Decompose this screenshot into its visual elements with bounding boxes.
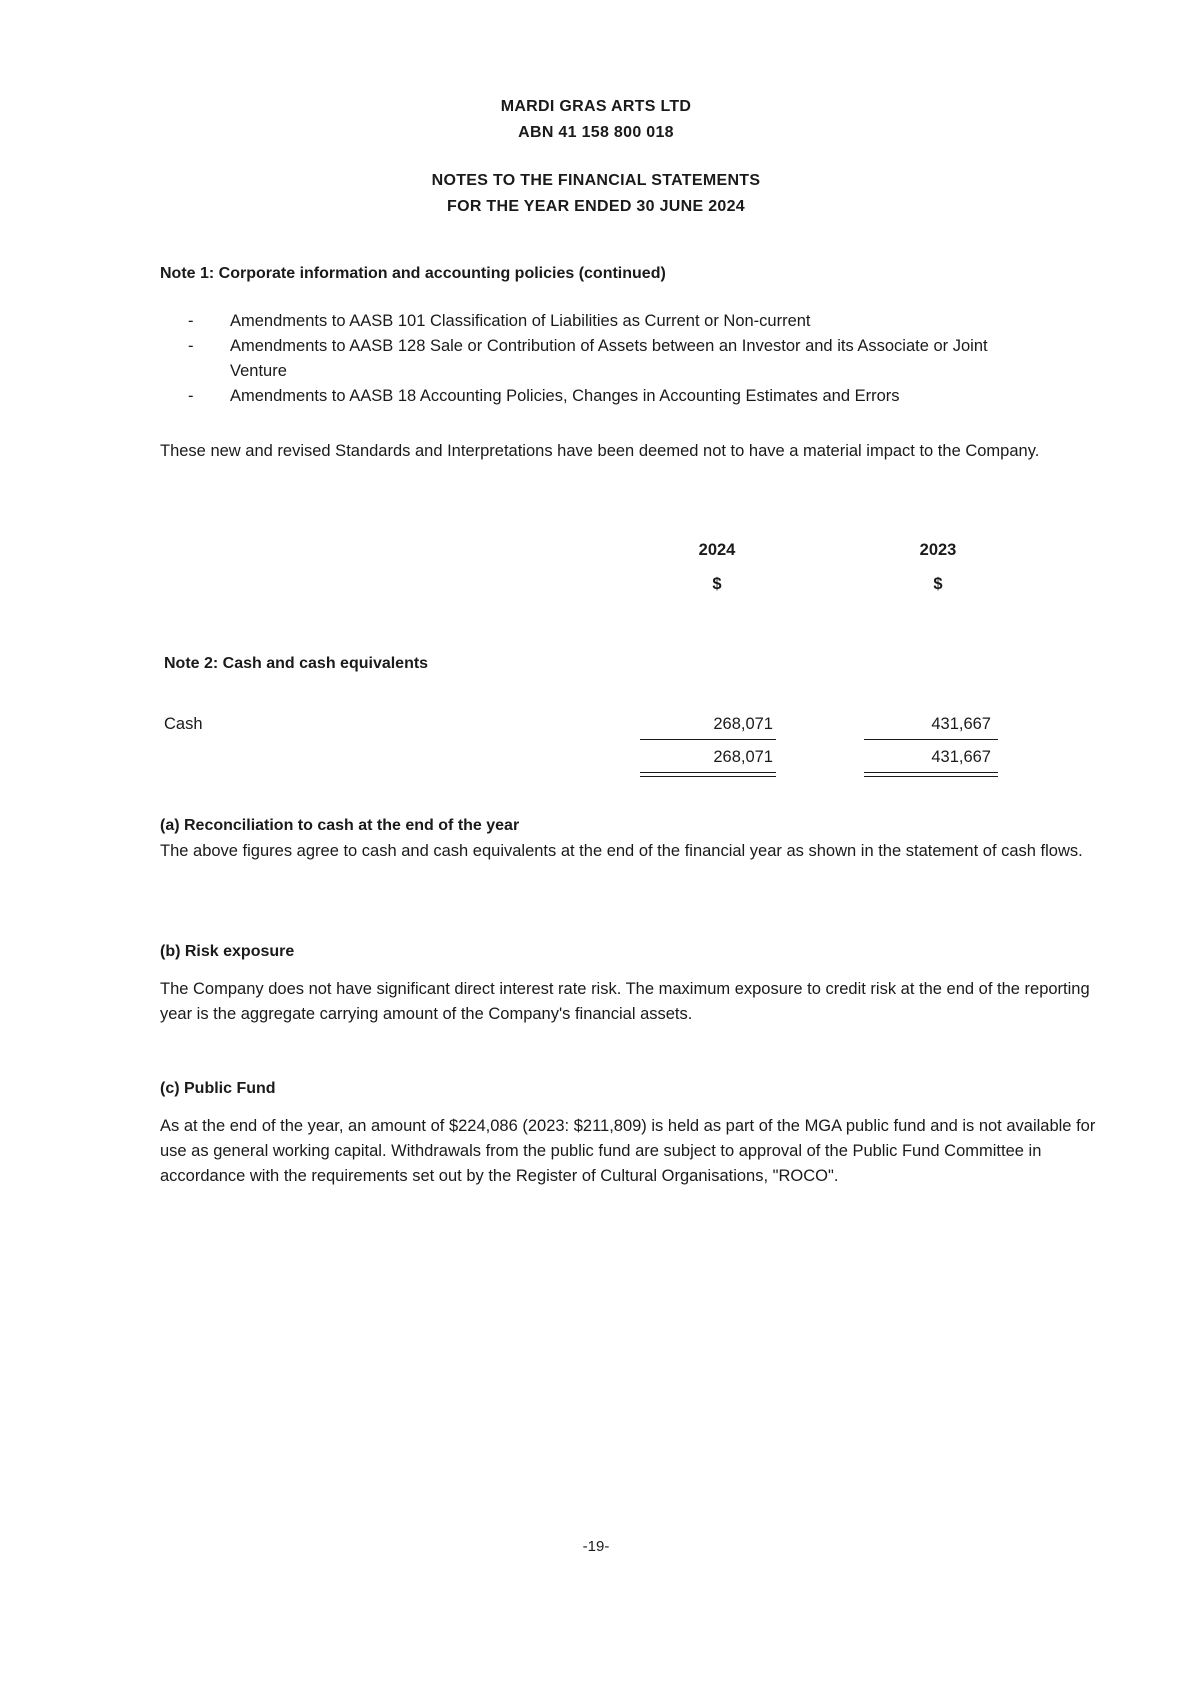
bullet-text: Amendments to AASB 18 Accounting Policies, Changes in Accounting Estimates and Errors <box>230 387 900 405</box>
note1-paragraph: These new and revised Standards and Interpretations have been deemed not to have a material impact to the Company. <box>160 442 1040 460</box>
column-header-2024: 2024 <box>698 541 736 559</box>
total-value-2024: 268,071 <box>713 748 773 766</box>
page-number: -19- <box>582 1538 610 1555</box>
currency-2023: $ <box>933 575 943 593</box>
bullet-dash: - <box>188 312 194 330</box>
section-c-text: As at the end of the year, an amount of $224,086 (2023: $211,809) is held as part of the MGA public fund and is not available for use as general working capital. Withdrawals from the public fund are subject to approval of the Public Fund Committee in accordance with the requirements set out by the Register of Cultural Organisations, "ROCO". <box>160 1117 1096 1185</box>
note2-heading: Note 2: Cash and cash equivalents <box>164 655 429 672</box>
company-abn: ABN 41 158 800 018 <box>518 124 674 141</box>
total-double-rule-2024-a <box>640 772 776 773</box>
bullet-dash: - <box>188 337 194 355</box>
column-header-2023: 2023 <box>919 541 957 559</box>
cash-value-2024: 268,071 <box>713 715 773 733</box>
document-period: FOR THE YEAR ENDED 30 JUNE 2024 <box>447 198 745 215</box>
bullet-text: Amendments to AASB 128 Sale or Contribution of Assets between an Investor and its Associate or Joint Venture <box>230 337 988 380</box>
bullet-dash: - <box>188 387 194 405</box>
company-name: MARDI GRAS ARTS LTD <box>500 98 692 115</box>
section-b-text: The Company does not have significant direct interest rate risk. The maximum exposure to credit risk at the end of the reporting year is the aggregate carrying amount of the Company's financial assets. <box>160 980 1090 1023</box>
total-double-rule-2023-a <box>864 772 998 773</box>
currency-2024: $ <box>712 575 722 593</box>
subtotal-rule-2024 <box>640 739 776 740</box>
section-c-heading: (c) Public Fund <box>160 1080 276 1097</box>
cash-row-label: Cash <box>164 715 203 733</box>
section-a-heading: (a) Reconciliation to cash at the end of the year <box>160 817 520 834</box>
document-title: NOTES TO THE FINANCIAL STATEMENTS <box>431 172 761 189</box>
total-value-2023: 431,667 <box>931 748 991 766</box>
total-double-rule-2024-b <box>640 776 776 777</box>
cash-value-2023: 431,667 <box>931 715 991 733</box>
subtotal-rule-2023 <box>864 739 998 740</box>
note1-heading: Note 1: Corporate information and accounting policies (continued) <box>160 265 666 282</box>
total-double-rule-2023-b <box>864 776 998 777</box>
section-b-heading: (b) Risk exposure <box>160 943 295 960</box>
bullet-text: Amendments to AASB 101 Classification of Liabilities as Current or Non-current <box>230 312 811 330</box>
section-a-text: The above figures agree to cash and cash equivalents at the end of the financial year as shown in the statement of cash flows. <box>160 842 1083 860</box>
